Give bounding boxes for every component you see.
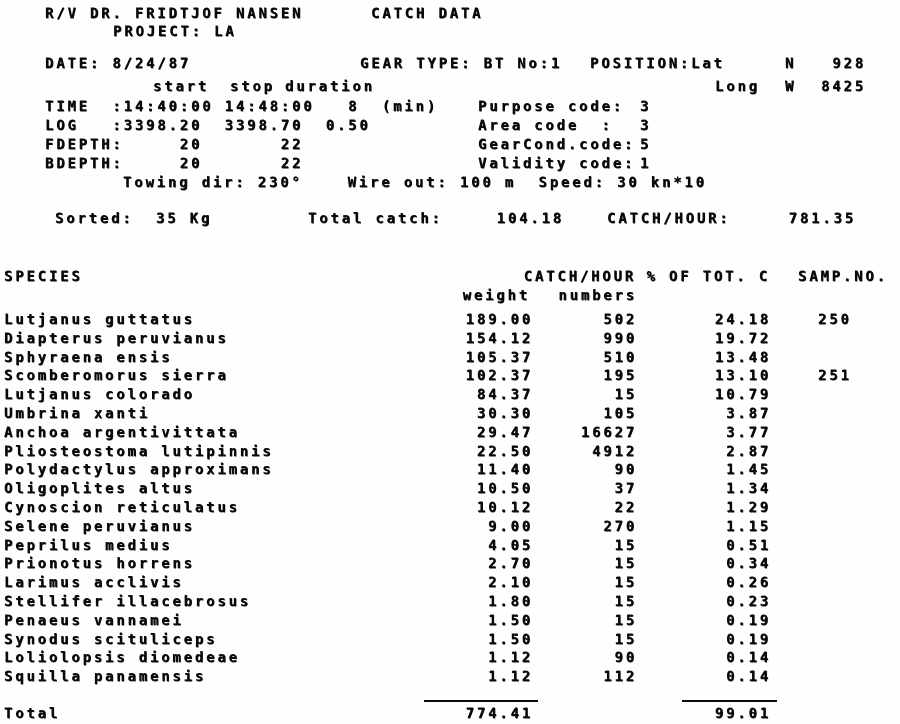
catch-numbers: 90 (614, 650, 637, 666)
pct-of-total: 1.34 (726, 481, 771, 497)
catch-numbers: 22 (614, 500, 637, 516)
date-line: DATE: 8/24/87 (45, 56, 191, 72)
pct-of-total: 3.77 (726, 425, 771, 441)
catch-numbers: 15 (614, 538, 637, 554)
total-pct-rule (682, 700, 777, 702)
catch-hour-label: CATCH/HOUR: (607, 211, 731, 227)
species-name: Synodus scituliceps (4, 632, 218, 648)
catch-weight: 9.00 (488, 519, 533, 535)
catch-weight: 30.30 (476, 406, 533, 422)
species-name: Lutjanus guttatus (4, 312, 195, 328)
species-column-header: SPECIES (4, 269, 83, 285)
species-name: Prionotus horrens (4, 556, 195, 572)
catch-weight: 22.50 (476, 444, 533, 460)
species-name: Loliolopsis diomedeae (4, 650, 240, 666)
catch-numbers: 15 (614, 556, 637, 572)
species-name: Penaeus vannamei (4, 613, 184, 629)
fdepth-line: FDEPTH: 20 22 (45, 137, 304, 153)
catch-weight: 4.05 (488, 538, 533, 554)
long-label: Long (715, 79, 760, 95)
catch-weight: 105.37 (465, 350, 533, 366)
table-row (0, 520, 900, 539)
pct-of-total: 2.87 (726, 444, 771, 460)
pct-of-total: 0.34 (726, 556, 771, 572)
species-name: Squilla panamensis (4, 669, 207, 685)
pct-of-total: 0.23 (726, 594, 771, 610)
lat-value: 928 (832, 56, 866, 72)
species-name: Lutjanus colorado (4, 387, 195, 403)
total-weight-value: 774.41 (465, 706, 533, 722)
catch-numbers: 990 (603, 331, 637, 347)
pct-of-total: 24.18 (714, 312, 771, 328)
gearcond-code-label: GearCond.code: (478, 137, 636, 153)
long-value: 8425 (821, 79, 866, 95)
catch-numbers: 15 (614, 387, 637, 403)
catch-weight: 11.40 (476, 462, 533, 478)
project-line: PROJECT: LA (113, 24, 237, 40)
catch-weight: 84.37 (476, 387, 533, 403)
catch-numbers: 15 (614, 632, 637, 648)
pct-column-header: % OF TOT. C (646, 269, 770, 285)
species-name: Pliosteostoma lutipinnis (4, 444, 274, 460)
log-line: LOG :3398.20 3398.70 0.50 (45, 118, 371, 134)
table-row (0, 426, 900, 445)
species-name: Oligoplites altus (4, 481, 195, 497)
catch-weight: 2.10 (488, 575, 533, 591)
gearcond-code-value: 5 (640, 137, 652, 153)
catch-hour-column-header: CATCH/HOUR (523, 269, 636, 285)
area-code-label: Area code : (478, 118, 613, 134)
sorted-value: 35 Kg (156, 211, 213, 227)
table-row (0, 332, 900, 351)
catch-numbers: 112 (603, 669, 637, 685)
col-duration: duration (285, 79, 375, 95)
pct-of-total: 0.14 (726, 650, 771, 666)
catch-weight: 1.50 (488, 632, 533, 648)
table-row (0, 595, 900, 614)
species-name: Larimus acclivis (4, 575, 184, 591)
catch-numbers: 90 (614, 462, 637, 478)
species-name: Diapterus peruvianus (4, 331, 229, 347)
pct-of-total: 19.72 (714, 331, 771, 347)
species-name: Stellifer illacebrosus (4, 594, 252, 610)
validity-code-value: 1 (640, 156, 652, 172)
catch-hour-value: 781.35 (788, 211, 856, 227)
weight-subheader: weight (462, 288, 530, 304)
table-row (0, 388, 900, 407)
species-name: Anchoa argentivittata (4, 425, 240, 441)
catch-weight: 154.12 (465, 331, 533, 347)
total-pct-value: 99.01 (714, 706, 771, 722)
numbers-subheader: numbers (558, 288, 637, 304)
bdepth-line: BDEPTH: 20 22 (45, 156, 304, 172)
catch-numbers: 510 (603, 350, 637, 366)
catch-numbers: 15 (614, 575, 637, 591)
pct-of-total: 0.19 (726, 613, 771, 629)
sample-no: 251 (818, 368, 852, 384)
catch-numbers: 502 (603, 312, 637, 328)
catch-weight: 189.00 (465, 312, 533, 328)
catch-numbers: 15 (614, 594, 637, 610)
position-label: POSITION:Lat (590, 56, 725, 72)
pct-of-total: 10.79 (714, 387, 771, 403)
catch-weight: 10.50 (476, 481, 533, 497)
table-row (0, 670, 900, 689)
table-row (0, 482, 900, 501)
species-name: Scomberomorus sierra (4, 368, 229, 384)
table-row (0, 501, 900, 520)
sample-no: 250 (818, 312, 852, 328)
pct-of-total: 1.15 (726, 519, 771, 535)
total-catch-label: Total catch: (308, 211, 443, 227)
catch-weight: 2.70 (488, 556, 533, 572)
species-name: Sphyraena ensis (4, 350, 173, 366)
pct-of-total: 13.10 (714, 368, 771, 384)
pct-of-total: 1.29 (726, 500, 771, 516)
purpose-code-label: Purpose code: (478, 99, 624, 115)
table-row (0, 369, 900, 388)
pct-of-total: 3.87 (726, 406, 771, 422)
gear-type: GEAR TYPE: BT No:1 (360, 56, 563, 72)
catch-numbers: 16627 (580, 425, 637, 441)
table-row (0, 576, 900, 595)
catch-weight: 102.37 (465, 368, 533, 384)
purpose-code-value: 3 (640, 99, 652, 115)
pct-of-total: 0.14 (726, 669, 771, 685)
time-line: TIME :14:40:00 14:48:00 8 (min) (45, 99, 439, 115)
species-name: Polydactylus approximans (4, 462, 274, 478)
catch-numbers: 15 (614, 613, 637, 629)
catch-numbers: 37 (614, 481, 637, 497)
sample-no-column-header: SAMP.NO. (798, 269, 888, 285)
species-name: Umbrina xanti (4, 406, 150, 422)
towing-line: Towing dir: 230° Wire out: 100 m Speed: 30 kn*10 (123, 175, 707, 191)
area-code-value: 3 (640, 118, 652, 134)
catch-weight: 1.80 (488, 594, 533, 610)
catch-numbers: 270 (603, 519, 637, 535)
pct-of-total: 0.26 (726, 575, 771, 591)
table-row (0, 463, 900, 482)
long-hemisphere: W (785, 79, 797, 95)
lat-hemisphere: N (785, 56, 797, 72)
col-start: start (153, 79, 210, 95)
catch-weight: 29.47 (476, 425, 533, 441)
sorted-label: Sorted: (55, 211, 134, 227)
table-row (0, 313, 900, 332)
catch-weight: 1.12 (488, 650, 533, 666)
catch-numbers: 105 (603, 406, 637, 422)
species-name: Selene peruvianus (4, 519, 195, 535)
table-row (0, 407, 900, 426)
total-label: Total (4, 706, 61, 722)
report-title: CATCH DATA (371, 6, 484, 22)
pct-of-total: 13.48 (714, 350, 771, 366)
total-weight-rule (424, 700, 538, 702)
catch-numbers: 195 (603, 368, 637, 384)
col-stop: stop (230, 79, 275, 95)
catch-numbers: 4912 (592, 444, 637, 460)
catch-weight: 10.12 (476, 500, 533, 516)
species-name: Peprilus medius (4, 538, 173, 554)
vessel-name: R/V DR. FRIDTJOF NANSEN (45, 6, 304, 22)
table-row (0, 557, 900, 576)
pct-of-total: 0.51 (726, 538, 771, 554)
catch-weight: 1.12 (488, 669, 533, 685)
total-catch-value: 104.18 (496, 211, 564, 227)
table-row (0, 651, 900, 670)
validity-code-label: Validity code: (478, 156, 636, 172)
catch-weight: 1.50 (488, 613, 533, 629)
table-row (0, 614, 900, 633)
species-name: Cynoscion reticulatus (4, 500, 240, 516)
pct-of-total: 0.19 (726, 632, 771, 648)
pct-of-total: 1.45 (726, 462, 771, 478)
